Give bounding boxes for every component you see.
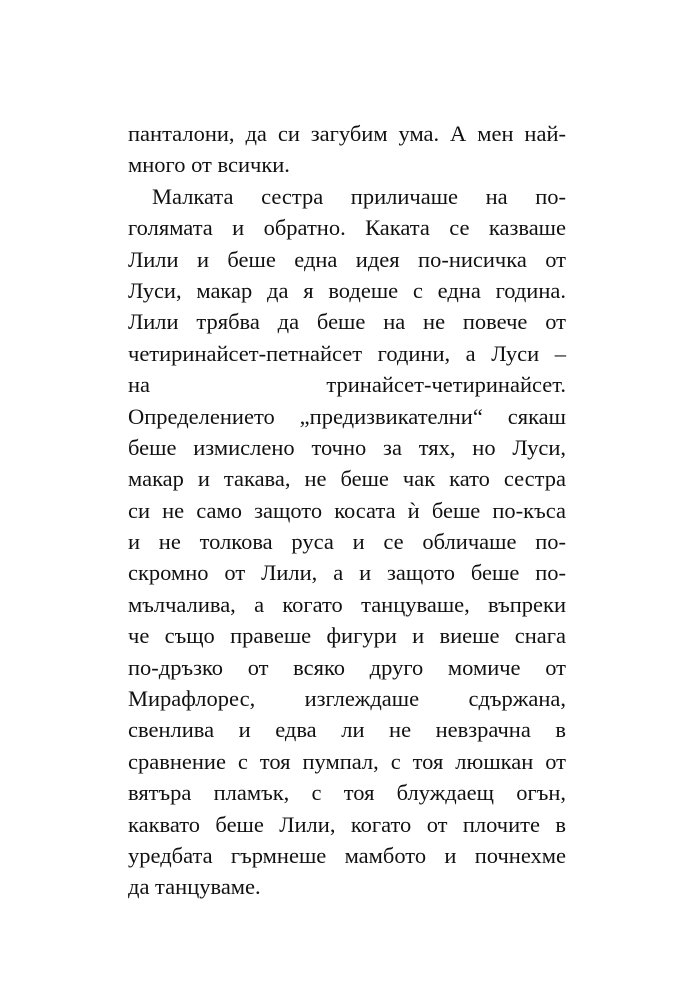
text-line: панталони, да си загубим ума. А мен най- xyxy=(128,121,566,146)
text-line: каквато беше Лили, когато от плочите в xyxy=(128,811,566,837)
text-line: макар и такава, не беше чак като сестра xyxy=(128,466,566,492)
text-line: вятъра пламък, с тоя блуждаещ огън, xyxy=(128,780,566,806)
text-line: на тринайсет-четиринайсет. xyxy=(128,372,566,398)
text-line: Определението „предизвикателни“ сякаш xyxy=(128,403,566,429)
text-line: Луси, макар да я водеше с една година. xyxy=(128,277,566,303)
text-line: Мирафлорес, изглеждаше сдържана, xyxy=(128,686,566,712)
text-line: четиринайсет-петнайсет години, а Луси – xyxy=(128,340,566,366)
text-line: уредбата гърмнеше мамбото и почнехме xyxy=(128,842,566,868)
text-line: голямата и обратно. Каката се казваше xyxy=(128,215,566,241)
text-line: Малката сестра приличаше на по- xyxy=(152,183,566,209)
text-line: скромно от Лили, а и защото беше по- xyxy=(128,560,566,586)
text-line: че също правеше фигури и виеше снага xyxy=(128,623,566,649)
text-line: мълчалива, а когато танцуваше, въпреки xyxy=(128,591,566,617)
text-line: Лили трябва да беше на не повече от xyxy=(128,309,566,335)
text-line: Лили и беше една идея по-нисичка от xyxy=(128,246,566,272)
text-line: да танцуваме. xyxy=(128,874,261,900)
text-line: беше измислено точно за тях, но Луси, xyxy=(128,434,566,460)
text-line: сравнение с тоя пумпал, с тоя люшкан от xyxy=(128,748,566,774)
text-line: много от всички. xyxy=(128,152,290,178)
text-line: си не само защото косата ѝ беше по-къса xyxy=(128,497,566,523)
page-text xyxy=(128,118,566,903)
text-line: свенлива и едва ли не невзрачна в xyxy=(128,717,566,743)
text-line: по-дръзко от всяко друго момиче от xyxy=(128,654,566,680)
text-line: и не толкова руса и се обличаше по- xyxy=(128,529,566,555)
